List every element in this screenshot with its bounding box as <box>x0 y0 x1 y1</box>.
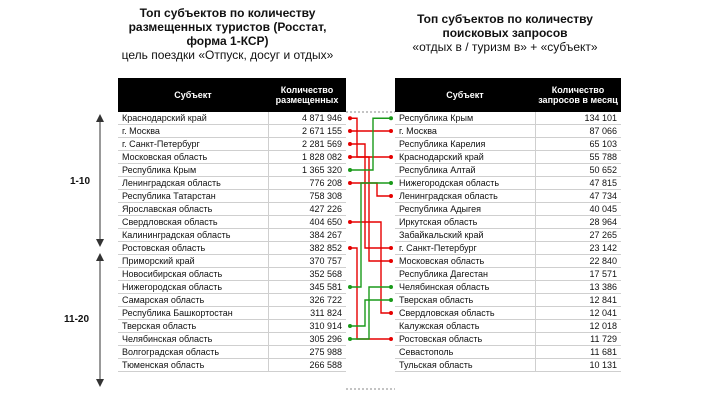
connector-dot <box>348 116 352 120</box>
region-value: 11 681 <box>535 346 621 359</box>
connector-line <box>350 183 391 287</box>
region-value: 384 267 <box>268 229 346 242</box>
region-value: 22 840 <box>535 255 621 268</box>
connector-line <box>350 118 391 157</box>
connector-dot <box>348 337 352 341</box>
connector-dot <box>389 311 393 315</box>
left-title-line1: Топ субъектов по количеству <box>139 6 316 20</box>
region-value: 1 365 320 <box>268 164 346 177</box>
region-name: Республика Алтай <box>395 164 535 177</box>
region-name: Тверская область <box>118 320 268 333</box>
connector-dot <box>389 194 393 198</box>
region-name: Нижегородская область <box>395 177 535 190</box>
region-name: Самарская область <box>118 294 268 307</box>
region-value: 40 045 <box>535 203 621 216</box>
region-name: Калининградская область <box>118 229 268 242</box>
region-name: Забайкальский край <box>395 229 535 242</box>
region-name: Республика Карелия <box>395 138 535 151</box>
region-name: Ленинградская область <box>395 190 535 203</box>
region-name: Краснодарский край <box>118 112 268 125</box>
right-title-line3: «отдых в / туризм в» + «субъект» <box>412 40 598 54</box>
region-name: Волгоградская область <box>118 346 268 359</box>
region-name: г. Санкт-Петербург <box>118 138 268 151</box>
region-value: 47 734 <box>535 190 621 203</box>
region-value: 758 308 <box>268 190 346 203</box>
region-name: Калужская область <box>395 320 535 333</box>
right-title-line1: Топ субъектов по количеству <box>417 12 593 26</box>
region-value: 2 671 155 <box>268 125 346 138</box>
region-value: 275 988 <box>268 346 346 359</box>
connector-dot <box>389 285 393 289</box>
region-value: 427 226 <box>268 203 346 216</box>
connector-dot <box>389 259 393 263</box>
connector-dot <box>389 181 393 185</box>
range-top-arrow-down <box>96 239 104 247</box>
right-title-line2: поисковых запросов <box>442 26 568 40</box>
region-value: 11 729 <box>535 333 621 346</box>
left-title-line3: форма 1-КСР) <box>186 34 269 48</box>
region-value: 382 852 <box>268 242 346 255</box>
region-name: Республика Крым <box>395 112 535 125</box>
region-value: 28 964 <box>535 216 621 229</box>
connector-dot <box>348 246 352 250</box>
region-name: Приморский край <box>118 255 268 268</box>
region-value: 310 914 <box>268 320 346 333</box>
region-name: Московская область <box>118 151 268 164</box>
region-name: Тюменская область <box>118 359 268 372</box>
region-value: 12 041 <box>535 307 621 320</box>
connector-dot <box>348 129 352 133</box>
region-name: г. Санкт-Петербург <box>395 242 535 255</box>
left-title-line4: цель поездки «Отпуск, досуг и отдых» <box>121 48 334 62</box>
range-label-top: 1-10 <box>70 176 91 187</box>
region-value: 27 265 <box>535 229 621 242</box>
region-name: Челябинская область <box>395 281 535 294</box>
region-value: 87 066 <box>535 125 621 138</box>
region-value: 352 568 <box>268 268 346 281</box>
connector-dot <box>348 168 352 172</box>
region-name: Тульская область <box>395 359 535 372</box>
region-value: 370 757 <box>268 255 346 268</box>
region-value: 65 103 <box>535 138 621 151</box>
region-value: 13 386 <box>535 281 621 294</box>
region-name: Республика Дагестан <box>395 268 535 281</box>
region-name: Ростовская область <box>395 333 535 346</box>
region-name: Республика Адыгея <box>395 203 535 216</box>
region-name: Челябинская область <box>118 333 268 346</box>
left-title-line2: размещенных туристов (Росстат, <box>128 20 327 34</box>
connector-dot <box>348 142 352 146</box>
region-value: 4 871 946 <box>268 112 346 125</box>
right-col-subject-header: Субъект <box>395 78 535 112</box>
region-name: Краснодарский край <box>395 151 535 164</box>
region-value: 134 101 <box>535 112 621 125</box>
connector-dot <box>389 298 393 302</box>
connector-dot <box>389 155 393 159</box>
region-value: 55 788 <box>535 151 621 164</box>
region-name: Республика Крым <box>118 164 268 177</box>
range-top-arrow-up <box>96 114 104 122</box>
connector-dot <box>348 324 352 328</box>
region-value: 12 841 <box>535 294 621 307</box>
region-value: 311 824 <box>268 307 346 320</box>
region-name: Нижегородская область <box>118 281 268 294</box>
region-value: 12 018 <box>535 320 621 333</box>
range-bottom-arrow-up <box>96 253 104 261</box>
region-name: г. Москва <box>118 125 268 138</box>
range-label-bottom: 11-20 <box>64 314 90 325</box>
region-name: Тверская область <box>395 294 535 307</box>
left-col-subject-header: Субъект <box>118 78 268 112</box>
connector-line <box>350 183 391 196</box>
region-value: 305 296 <box>268 333 346 346</box>
connector-dot <box>348 155 352 159</box>
right-col-count-header: Количество запросов в месяц <box>535 78 621 112</box>
connector-dot <box>348 220 352 224</box>
region-value: 47 815 <box>535 177 621 190</box>
region-name: Ярославская область <box>118 203 268 216</box>
region-name: Свердловская область <box>395 307 535 320</box>
connector-dot <box>389 337 393 341</box>
range-bottom-arrow-down <box>96 379 104 387</box>
region-value: 23 142 <box>535 242 621 255</box>
region-name: Новосибирская область <box>118 268 268 281</box>
region-name: Ленинградская область <box>118 177 268 190</box>
region-value: 776 208 <box>268 177 346 190</box>
region-name: Московская область <box>395 255 535 268</box>
connector-dot <box>389 246 393 250</box>
region-value: 50 652 <box>535 164 621 177</box>
connector-line <box>350 157 391 261</box>
connector-dot <box>348 285 352 289</box>
connector-dot <box>389 116 393 120</box>
connector-dot <box>389 129 393 133</box>
region-value: 17 571 <box>535 268 621 281</box>
region-name: Иркутская область <box>395 216 535 229</box>
region-value: 266 588 <box>268 359 346 372</box>
region-value: 404 650 <box>268 216 346 229</box>
region-value: 326 722 <box>268 294 346 307</box>
region-value: 345 581 <box>268 281 346 294</box>
region-value: 1 828 082 <box>268 151 346 164</box>
region-name: Республика Башкортостан <box>118 307 268 320</box>
region-value: 10 131 <box>535 359 621 372</box>
region-name: Свердловская область <box>118 216 268 229</box>
links-group <box>348 116 393 341</box>
region-name: г. Москва <box>395 125 535 138</box>
region-name: Ростовская область <box>118 242 268 255</box>
region-value: 2 281 569 <box>268 138 346 151</box>
region-name: Республика Татарстан <box>118 190 268 203</box>
region-name: Севастополь <box>395 346 535 359</box>
connector-dot <box>348 181 352 185</box>
left-col-count-header: Количество размещенных <box>268 78 346 112</box>
